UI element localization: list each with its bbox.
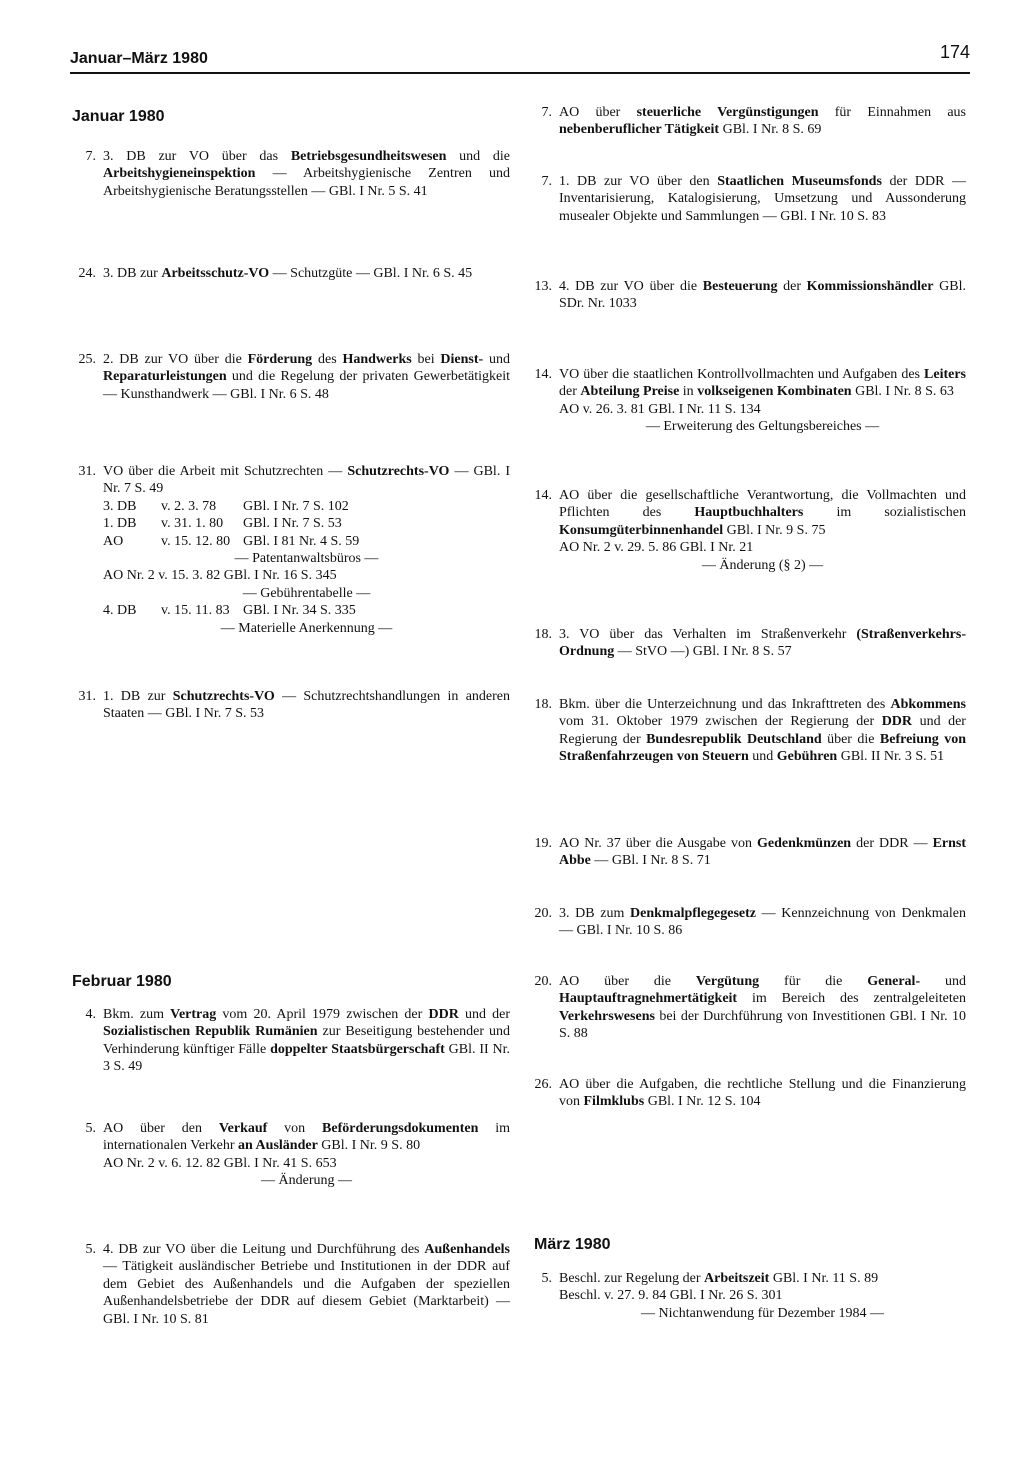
amendment-note: — Erweiterung des Geltungsbereiches —: [645, 419, 880, 435]
amendment-note: — Materielle Anerkennung —: [220, 620, 393, 636]
entry-day: 31.: [78, 689, 96, 704]
list-item: [68, 1006, 510, 1076]
list-item: [68, 265, 510, 282]
entry-day: 26.: [534, 1077, 552, 1092]
entry-day: 14.: [534, 488, 552, 503]
entry-text: 4. DB zur VO über die Leitung und Durchführung des Außenhandels — Tätigkeit ausländischer Betriebe und Institutionen in der DDR auf dem Gebiet des Außenhandels und die Aufgaben der speziellen Außenhandelsbetriebe der DDR auf diesem Gebiet (Marktarbeit) — GBl. I Nr. 10 S. 81: [103, 1242, 510, 1327]
entry-day: 13.: [534, 279, 552, 294]
list-item: [524, 1270, 966, 1322]
list-item: [68, 1241, 510, 1328]
entry-day: 7.: [541, 174, 552, 189]
amendment-row: 1. DB v. 31. 1. 80 GBl. I Nr. 7 S. 53: [103, 516, 342, 532]
entry-text: 1. DB zur Schutzrechts-VO — Schutzrechtshandlungen in anderen Staaten — GBl. I Nr. 7 S. 53: [103, 689, 510, 722]
entry-day: 25.: [78, 352, 96, 367]
amendment-note: — Änderung —: [261, 1173, 352, 1189]
entry-day: 31.: [78, 464, 96, 479]
amendment-note: — Patentanwaltsbüros —: [234, 551, 379, 567]
list-item: [68, 351, 510, 403]
entry-text: 2. DB zur VO über die Förderung des Handwerks bei Dienst- und Reparaturleistungen und die Regelung der privaten Gewerbetätigkeit — Kunsthandwerk — GBl. I Nr. 6 S. 48: [103, 352, 510, 402]
amendment-row: AO Nr. 2 v. 15. 3. 82 GBl. I Nr. 16 S. 345: [103, 568, 337, 584]
entry-text: Bkm. über die Unterzeichnung und das Inkrafttreten des Abkommens vom 31. Oktober 1979 zwischen der Regierung der DDR und der Regierung der Bundesrepublik Deutschland über die Befreiung von Straßenfahrzeugen von Steuern und Gebühren GBl. II Nr. 3 S. 51: [559, 697, 966, 765]
list-item: [524, 905, 966, 940]
entry-day: 7.: [85, 149, 96, 164]
entry-day: 7.: [541, 105, 552, 120]
amendment-note: — Gebührentabelle —: [242, 585, 371, 601]
amendment-note: — Änderung (§ 2) —: [701, 557, 824, 573]
entry-day: 18.: [534, 627, 552, 642]
amendment-row: Beschl. v. 27. 9. 84 GBl. I Nr. 26 S. 301: [559, 1288, 783, 1304]
list-item: [524, 1076, 966, 1111]
amendment-note: — Nichtanwendung für Dezember 1984 —: [641, 1305, 884, 1321]
list-item: [524, 626, 966, 661]
page-header: [70, 42, 970, 68]
list-item: [68, 463, 510, 637]
entry-text: 3. VO über das Verhalten im Straßenverkehr (Straßenverkehrs-Ordnung — StVO —) GBl. I Nr. 8 S. 57: [559, 627, 966, 660]
list-item: [524, 278, 966, 313]
amendment-row: AO v. 26. 3. 81 GBl. I Nr. 11 S. 134: [559, 401, 761, 417]
section-heading-maerz: März 1980: [534, 1236, 611, 1253]
entry-text: AO Nr. 37 über die Ausgabe von Gedenkmünzen der DDR — Ernst Abbe — GBl. I Nr. 8 S. 71: [559, 836, 967, 869]
list-item: [524, 173, 966, 225]
entry-day: 5.: [85, 1121, 96, 1136]
entry-text: Bkm. zum Vertrag vom 20. April 1979 zwischen der DDR und der Sozialistischen Republik Rumänien zur Beseitigung bestehender und Verhinderung künftiger Fälle doppelter Staatsbürgerschaft GBl. II Nr. 3 S. 49: [103, 1007, 511, 1075]
entry-text: AO über den Verkauf von Beförderungsdokumenten im internationalen Verkehr an Ausländer GBl. I Nr. 9 S. 80 AO Nr. 2 v. 6. 12. 82 GBl. I Nr. 41 S. 653 — Änderung —: [103, 1121, 511, 1189]
entry-text: AO über steuerliche Vergünstigungen für Einnahmen aus nebenberuflicher Tätigkeit GBl. I Nr. 8 S. 69: [559, 105, 966, 138]
amendment-row: 4. DB v. 15. 11. 83 GBl. I Nr. 34 S. 335: [103, 603, 356, 619]
list-item: [68, 1120, 510, 1190]
entry-day: 5.: [85, 1242, 96, 1257]
section-heading-januar: Januar 1980: [72, 108, 165, 125]
running-title: Januar–März 1980: [70, 50, 208, 67]
entry-day: 5.: [541, 1271, 552, 1286]
entry-text: VO über die Arbeit mit Schutzrechten — Schutzrechts-VO — GBl. I Nr. 7 S. 49 3. DB v. 2. 3. 78 GBl. I Nr. 7 S. 102 1. DB v. 31. 1. 80 GBl. I Nr. 7 S. 53 AO v. 15. 12. 80 GBl. I 81 Nr. 4 S. 59 — Patentanwaltsbüros — AO Nr. 2 v. 15. 3. 82 GBl. I Nr. 16 S. 345 — Gebührentabelle — 4. DB v. 15. 11. 83 GBl. I Nr. 34 S. 335 — Materielle Anerkennung —: [103, 464, 510, 636]
list-item: [524, 696, 966, 766]
entry-text: 3. DB zur Arbeitsschutz-VO — Schutzgüte — GBl. I Nr. 6 S. 45: [103, 266, 473, 281]
amendment-row: 3. DB v. 2. 3. 78 GBl. I Nr. 7 S. 102: [103, 498, 349, 514]
list-item: [524, 835, 966, 870]
entry-day: 14.: [534, 367, 552, 382]
header-rule: [70, 72, 970, 74]
entry-text: AO über die Vergütung für die General- und Hauptauftragnehmertätigkeit im Bereich des zentralgeleiteten Verkehrswesens bei der Durchführung von Investitionen GBl. I Nr. 10 S. 88: [559, 974, 966, 1042]
entry-day: 4.: [85, 1007, 96, 1022]
list-item: [524, 973, 966, 1043]
entry-text: 3. DB zur VO über das Betriebsgesundheitswesen und die Arbeitshygieneinspektion — Arbeitshygienische Zentren und Arbeitshygienische Beratungsstellen — GBl. I Nr. 5 S. 41: [103, 149, 510, 199]
section-heading-februar: Februar 1980: [72, 973, 172, 990]
list-item: [524, 366, 966, 436]
entry-day: 20.: [534, 906, 552, 921]
entry-day: 19.: [534, 836, 552, 851]
entry-text: 4. DB zur VO über die Besteuerung der Kommissionshändler GBl. SDr. Nr. 1033: [559, 279, 966, 312]
entry-text: 1. DB zur VO über den Staatlichen Museumsfonds der DDR — Inventarisierung, Katalogisierung, Umsetzung und Aussonderung musealer Objekte und Sammlungen — GBl. I Nr. 10 S. 83: [559, 174, 966, 224]
list-item: [68, 688, 510, 723]
list-item: [524, 104, 966, 139]
entry-text: VO über die staatlichen Kontrollvollmachten und Aufgaben des Leiters der Abteilung Preise in volkseigenen Kombinaten GBl. I Nr. 8 S. 63 AO v. 26. 3. 81 GBl. I Nr. 11 S. 134 — Erweiterung des Geltungsbereiches —: [559, 367, 966, 435]
entry-day: 18.: [534, 697, 552, 712]
entry-text: AO über die Aufgaben, die rechtliche Stellung und die Finanzierung von Filmklubs GBl. I Nr. 12 S. 104: [559, 1077, 966, 1110]
amendment-row: AO Nr. 2 v. 6. 12. 82 GBl. I Nr. 41 S. 653: [103, 1155, 337, 1171]
entry-day: 20.: [534, 974, 552, 989]
amendment-row: AO v. 15. 12. 80 GBl. I 81 Nr. 4 S. 59: [103, 533, 360, 549]
page-number: 174: [939, 42, 970, 62]
list-item: [68, 148, 510, 200]
amendment-row: AO Nr. 2 v. 29. 5. 86 GBl. I Nr. 21: [559, 540, 754, 556]
entry-text: AO über die gesellschaftliche Verantwortung, die Vollmachten und Pflichten des Hauptbuchhalters im sozialistischen Konsumgüterbinnenhandel GBl. I Nr. 9 S. 75 AO Nr. 2 v. 29. 5. 86 GBl. I Nr. 21 — Änderung (§ 2) —: [559, 488, 966, 573]
list-item: [524, 487, 966, 574]
entry-text: Beschl. zur Regelung der Arbeitszeit GBl. I Nr. 11 S. 89 Beschl. v. 27. 9. 84 GBl. I Nr. 26 S. 301 — Nichtanwendung für Dezember 1984 —: [559, 1270, 966, 1322]
entry-day: 24.: [78, 266, 96, 281]
entry-text: 3. DB zum Denkmalpflegegesetz — Kennzeichnung von Denkmalen — GBl. I Nr. 10 S. 86: [559, 906, 966, 939]
